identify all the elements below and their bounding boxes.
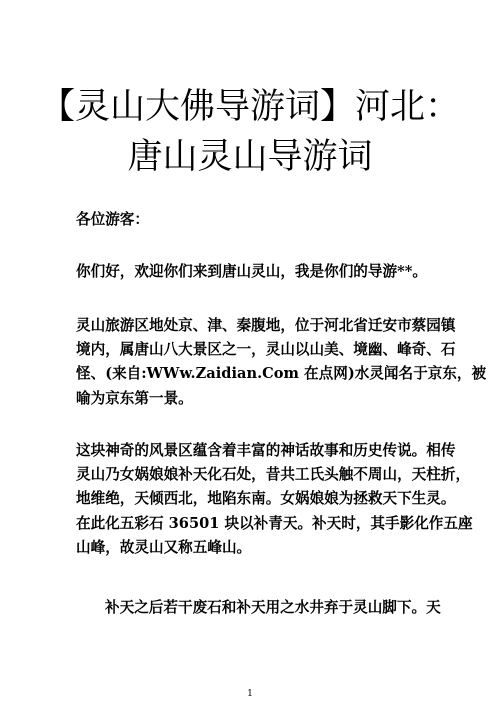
paragraph-line: 怪、(来自:WWw.Zaidian.Com 在点网)水灵闻名于京东，被	[76, 365, 487, 383]
paragraph-line: 境内，属唐山八大景区之一，灵山以山美、境幽、峰奇、石	[76, 341, 456, 359]
greeting-text: 各位游客：	[76, 211, 149, 228]
paragraph-legend	[76, 439, 473, 560]
paragraph-line: 地维绝，天倾西北，地陷东南。女娲娘娘为拯救天下生灵。	[76, 490, 456, 508]
paragraph-location	[76, 314, 487, 411]
paragraph-continuation	[76, 596, 441, 620]
paragraph-line: 在此化五彩石 36501 块以补青天。补天时，其手影化作五座	[76, 514, 473, 532]
page-number: 1	[247, 689, 253, 699]
intro-paragraph: 你们好，欢迎你们来到唐山灵山，我是你们的导游**。	[76, 263, 427, 280]
paragraph-line: 喻为京东第一景。	[76, 389, 193, 407]
paragraph-line: 山峰，故灵山又称五峰山。	[76, 538, 252, 556]
document-title-line-1: 【灵山大佛导游词】河北：	[40, 87, 461, 127]
paragraph-line: 补天之后若干废石和补天用之水井弃于灵山脚下。天	[105, 599, 441, 616]
paragraph-line: 这块神奇的风景区蕴含着丰富的神话故事和历史传说。相传	[76, 442, 456, 459]
paragraph-line: 灵山乃女娲娘娘补天化石处，昔共工氏头触不周山，天柱折，	[76, 466, 471, 484]
paragraph-line: 灵山旅游区地处京、津、秦腹地，位于河北省迁安市蔡园镇	[76, 317, 456, 334]
document-title-line-2: 唐山灵山导游词	[127, 137, 373, 177]
